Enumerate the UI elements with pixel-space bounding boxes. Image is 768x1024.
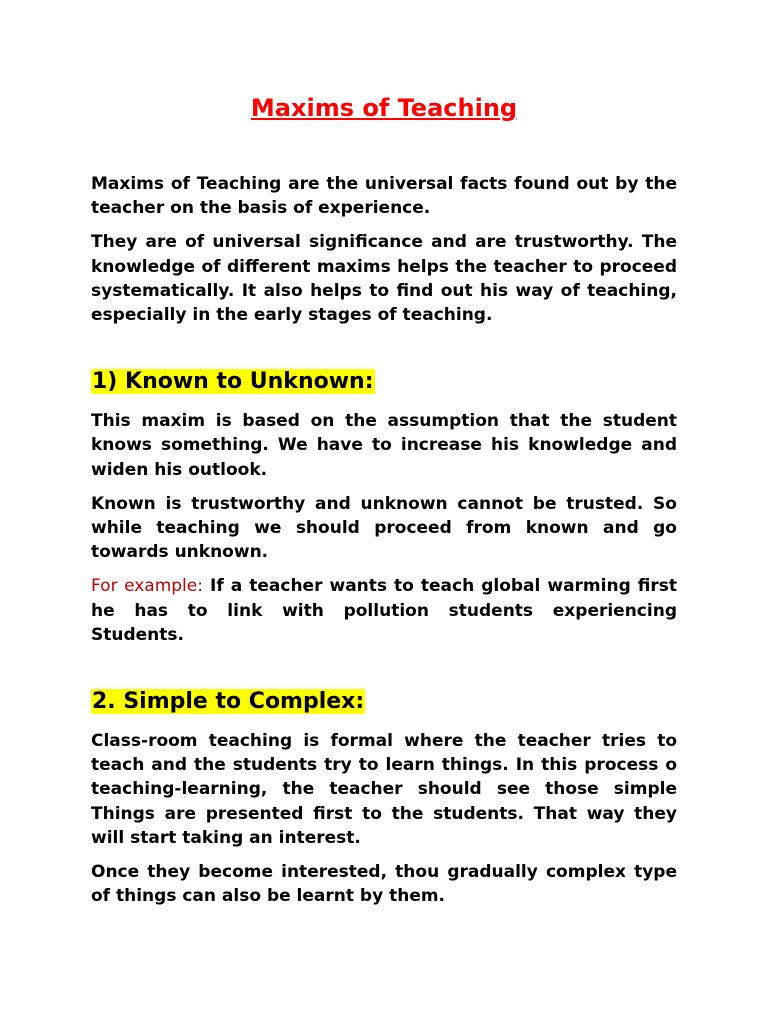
- section-2-paragraph-1: Class-room teaching is formal where the teacher tries to teach and the students try to learn things. In this process o teaching-learning, the teacher should see those simple Things are presented first to the students. That way they will start taking an interest.: [91, 731, 677, 848]
- section-1-example: [91, 574, 677, 647]
- document-title: Maxims of Teaching: [250, 94, 518, 122]
- section-2-paragraph-2: Once they become interested, thou gradually complex type of things can also be learnt by them.: [91, 862, 677, 907]
- intro-paragraph-1: Maxims of Teaching are the universal facts found out by the teacher on the basis of experience.: [91, 174, 677, 219]
- example-text: If a teacher wants to teach global warming first he has to link with pollution students experiencing Students.: [91, 576, 677, 645]
- section-1-paragraph-1: This maxim is based on the assumption that the student knows something. We have to increase his knowledge and widen his outlook.: [91, 411, 677, 480]
- intro-paragraph-2: They are of universal significance and are trustworthy. The knowledge of different maxims helps the teacher to proceed systematically. It also helps to find out his way of teaching, especially in the early stages of teaching.: [91, 232, 677, 326]
- document-page: [91, 92, 677, 918]
- section-heading-known-to-unknown: [91, 367, 677, 397]
- section-heading-text: 1) Known to Unknown:: [92, 369, 374, 395]
- example-label: For example:: [91, 576, 203, 597]
- section-heading-simple-to-complex: [91, 687, 677, 717]
- section-heading-text: 2. Simple to Complex:: [92, 689, 365, 715]
- section-1-paragraph-2: Known is trustworthy and unknown cannot be trusted. So while teaching we should proceed from known and go towards unknown.: [91, 493, 677, 563]
